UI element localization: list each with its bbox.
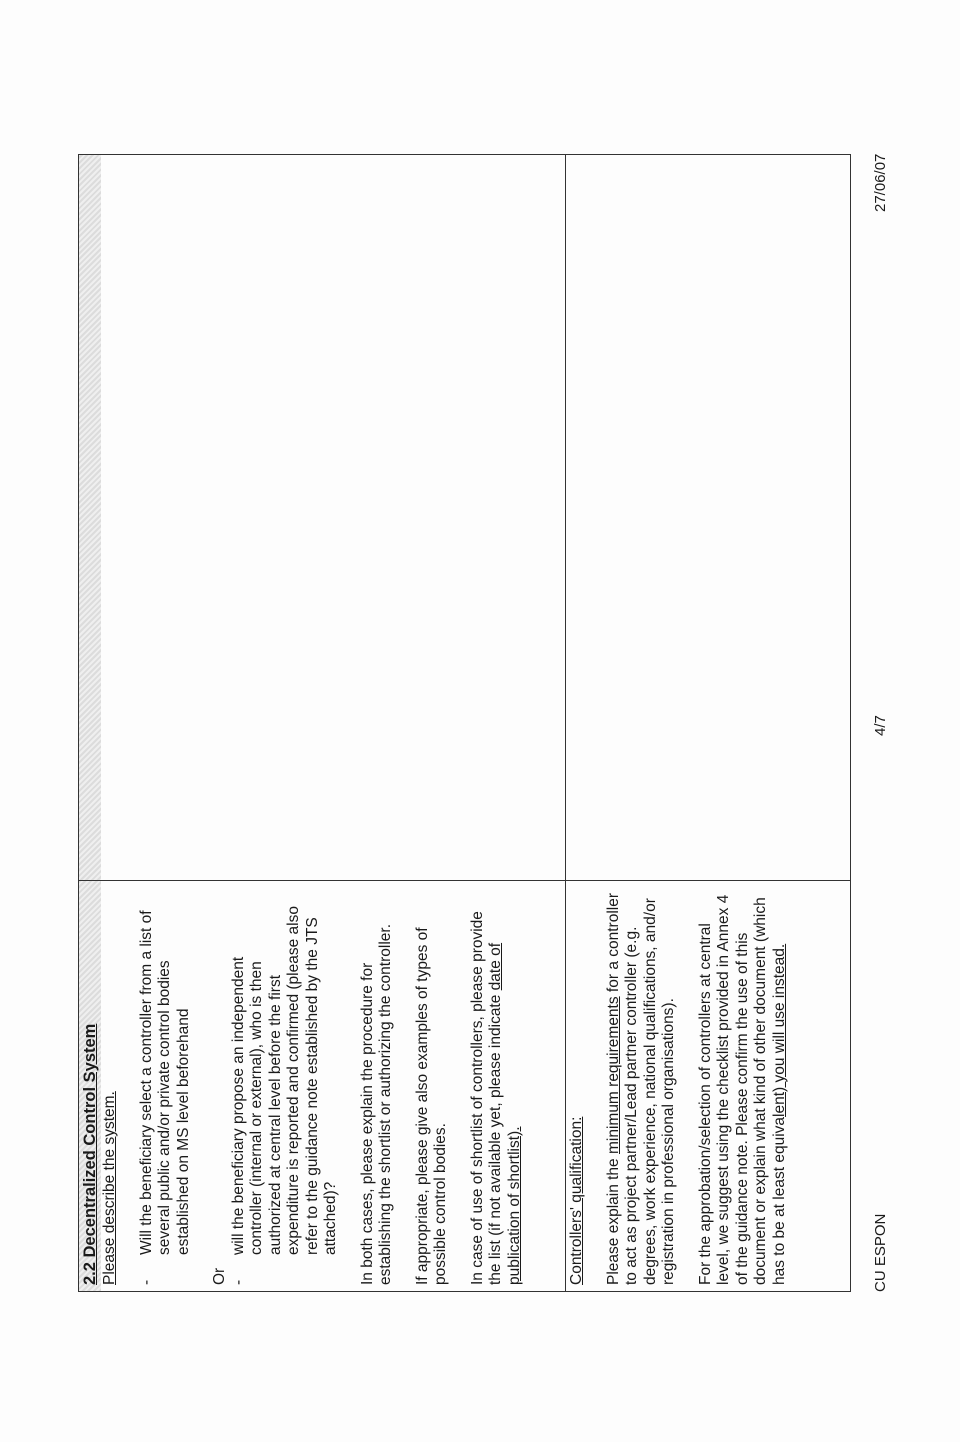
option-1: - Will the beneficiary select a controller from a list of several public and/or private control bodies established on MS level beforehand	[138, 887, 194, 1285]
row-divider	[565, 155, 566, 1291]
column-divider	[79, 880, 850, 881]
qualification-p1: Please explain the minimum requirements for a controller to act as project partner/Lead partner controller (e.g. degrees, work experience, national qualifications, and/or registration in professional organisations).	[604, 892, 677, 1285]
footer-page-number: 4/7	[872, 715, 889, 736]
shortlist-text: In case of use of shortlist of controllers, please provide the list (if not available yet, please indicate date of publication of shortlist).	[468, 911, 523, 1285]
section-title: 2.2 Decentralized Control System	[81, 1023, 99, 1285]
option-1-text: Will the beneficiary select a controller from a list of several public and/or private control bodies established on MS level beforehand	[137, 910, 192, 1255]
qualification-p2: For the approbation/selection of controllers at central level, we suggest using the checklist provided in Annex 4 of the guidance note. Please confirm the use of this document or explain what kind of other document (which has to be at least equivalent) you will use instead.	[696, 894, 788, 1285]
footer-date: 27/06/07	[872, 153, 889, 212]
footer-organisation: CU ESPON	[872, 1213, 889, 1292]
section-prompt: Please describe the system.	[101, 1091, 118, 1285]
qualification-heading: Controllers' qualification:	[568, 1116, 585, 1285]
or-label: Or	[211, 1267, 228, 1285]
examples-text: If appropriate, please give also examples of types of possible control bodies.	[413, 927, 449, 1285]
option-2: - will the beneficiary propose an independent controller (internal or external), who is then authorized at central level before the first expenditure is reported and confirmed (please also refer to the guidance note established by the JTS attached)?	[230, 887, 341, 1285]
qualification-cell	[568, 887, 789, 1285]
control-system-table	[78, 154, 851, 1292]
both-cases-text: In both cases, please explain the procedure for establishing the shortlist or authorizing the controller.	[358, 923, 394, 1285]
description-cell	[79, 887, 524, 1285]
option-2-text: will the beneficiary propose an independent controller (internal or external), who is then authorized at central level before the first expenditure is reported and confirmed (please also refer to the guidance note established by the JTS attached)?	[229, 906, 339, 1255]
